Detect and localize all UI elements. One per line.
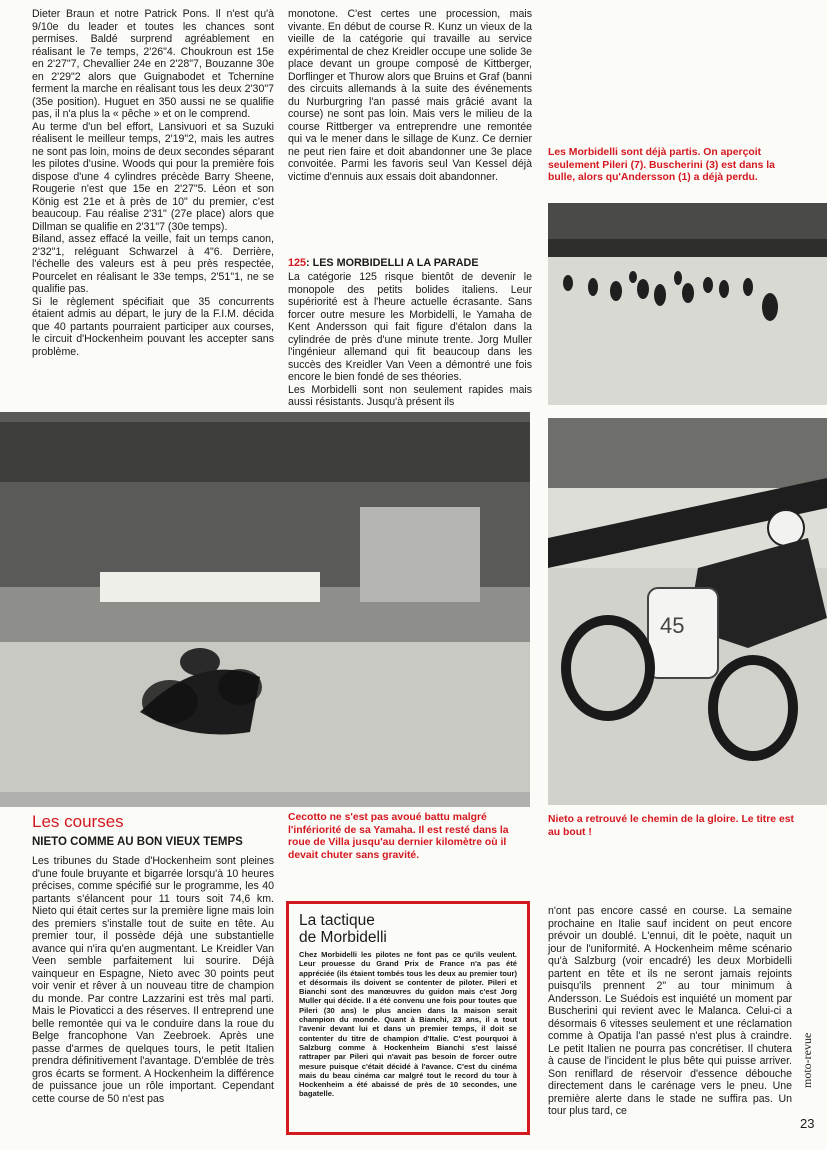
column-2-top bbox=[288, 8, 532, 183]
tactic-box bbox=[286, 901, 530, 1135]
article-text: monotone. C'est certes une procession, mais vivante. En début de course R. Kunz un vieux de la vieille de la catégorie qui travaille au service expérimental de chez Kreidler occupe une solide 3e place devant un groupe composé de Kittberger, Dorflinger et Thurow alors que Bruins et Graf (banni des circuits allemands à la suite des événements du Nurburgring l'an passé mais grâcié avant la course) ne sont pas loin. Mais vers le milieu de la course Rittberger va entreprendre une remontée qui va le mener dans le sillage de Kunz. Ce dernier ne peut rien faire et doit abandonner une 3e place convoitée. Parmi les favoris seul Van Kessel déjà victime d'ennuis aux essais doit abandonner. bbox=[288, 8, 532, 183]
box-title: La tactique de Morbidelli bbox=[299, 912, 387, 946]
subsection-title: NIETO COMME AU BON VIEUX TEMPS bbox=[32, 836, 243, 848]
photo-nieto bbox=[548, 418, 827, 805]
magazine-name bbox=[797, 1028, 817, 1088]
article-text: Dieter Braun et notre Patrick Pons. Il n'est qu'à 9/10e du leader et toutes les chances sont permises. Baldé surprend agréablement en réalisant le 7e temps, 2'26"4. Choukroun est 15e en 2'27"7, Chevallier 24e en 2'28"7, Bouzanne 30e en 2'29"2 alors que Guignabodet et Tchernine ferment la marche en réalisant tous les deux 2'30"7 (35e position). Huguet en 350 aussi ne se qualifie pas, il n'a plus la « pêche » et on le comprend. Au terme d'un bel effort, Lansivuori et sa Suzuki réalisent le meilleur temps, 2'19"2, mais les autres ne sont pas loin, moins de deux secondes séparant les pilotes d'usine. Woods qui pour la première fois dispose d'une 4 cylindres précède Barry Sheene, Rougerie n'est que 15e en 2'27"5. Léon et son König est 21e et à près de 10" du premier, c'est beaucoup. Fau réalise 2'31" (27e place) alors que Dillman se qualifie en 2'31"7 (30e temps). Biland, assez effacé la veille, fait un temps canon, 2'32"1, reléguant Schwarzel à 4"6. Derrière, l'échelle des valeurs est à peu près respectée, Pourcelet en réalisant le 33e temps, 2'51"1, ne se qualifie pas. Si le règlement spécifiait que 35 concurrents étaient admis au départ, le jury de la F.I.M. décida que 40 partants pourraient participer aux courses, le circuit d'Hockenheim pouvant les accepter sans problème. bbox=[32, 8, 274, 358]
column-1-top bbox=[32, 8, 274, 358]
section-title: Les courses bbox=[32, 812, 124, 831]
box-text: Chez Morbidelli les pilotes ne font pas ce qu'ils veulent. Leur prouesse du Grand Prix de France n'a pas été appréciée (ils étaient tombés tous les deux au premier tour) et désormais ils doivent se contenter de piloter. Pileri et Bianchi sont des manœuvres du guidon mais c'est Jorg Muller qui décide. Il a été convenu une fois pour toutes que Pileri (30 ans) le plus ancien dans la maison serait champion du monde. Quant à Bianchi, 23 ans, il a tout l'avenir devant lui et dans un premier temps, il doit se contenter du titre de champion d'Italie. C'est pourquoi à Salzburg comme à Hockenheim Bianchi s'est laissé rattraper par Pileri qui n'avait pas besoin de forcer outre mesure puisque c'était décidé à l'avance. C'est du cinéma mais du beau cinéma car malgré tout le record du tour à Hockenheim a été abaissé de près de 10 secondes, une bagatelle. bbox=[299, 950, 517, 1099]
column-3-bottom bbox=[548, 905, 792, 1118]
heading-125: 125: LES MORBIDELLI A LA PARADE bbox=[288, 257, 479, 269]
article-text: n'ont pas encore cassé en course. La semaine prochaine en Italie sauf incident on peut encore prévoir un doublé. L'ennui, dit le poète, naquit un jour de l'uniformité. A Hockenheim même scénario qu'à Salzburg (voir encadré) les deux Morbidelli partent en tête et ils ne seront jamais rejoints puisqu'ils prennent 2" au tour minimum à Andersson. Le Suédois est inquiété un moment par Buscherini qui revient avec le Malanca. Celui-ci a désormais 6 vitesses seulement et une réclamation comme à Opatija l'an passé n'est plus à craindre. Le petit Italien ne pourra pas concrétiser. Il chutera à cause de l'incident le plus bête qui puisse arriver. Son reniflard de réservoir d'essence débouche directement dans le carénage vers le pneu. Une première alerte dans le stade ne suffira pas. Un tour plus tard, ce bbox=[548, 905, 792, 1117]
article-text: Les tribunes du Stade d'Hockenheim sont pleines d'une foule bruyante et bigarrée lorsqu'à 10 heures précises, comme spécifié sur le programme, les 40 partants s'élancent pour 11 tours soit 74,6 km. Nieto qui était certes sur la première ligne mais loin des premiers s'installe tout de suite en tête. Au premier tour, il possède déjà une substantielle avance qui n'ira qu'en augmentant. Le Kreidler Van Veen semble parfaitement lui sourire. Déjà vainqueur en Espagne, Nieto avec 30 points peut voir venir et rêver à un nouveau titre de champion du monde. Par contre Lazzarini est très mal parti. Mais le Piovaticci a des réserves. Il entreprend une belle remontée qui va le conduire dans la roue du Belge francophone Van Zeebroek. Après une passe d'armes de quelques tours, le petit Italien prendra définitivement l'avantage. D'emblée de très gros écarts se forment. A Hockenheim la différence de puissance joue un rôle important. Cependant cette course de 50 n'est pas bbox=[32, 855, 274, 1105]
caption-top-right: Les Morbidelli sont déjà partis. On aperçoit seulement Pileri (7). Buscherini (3) est dans la bulle, alors qu'Andersson (1) a déjà perdu. bbox=[548, 147, 775, 183]
photo-cecotto bbox=[0, 412, 530, 807]
svg-text:moto-revue: moto-revue bbox=[800, 1032, 814, 1088]
column-1-bottom bbox=[32, 855, 274, 1105]
column-2-125 bbox=[288, 271, 532, 409]
race-number: 45 bbox=[660, 613, 685, 638]
caption-cecotto: Cecotto ne s'est pas avoué battu malgré l'infériorité de sa Yamaha. Il est resté dans la roue de Villa jusqu'au dernier kilomètre où il devait chuter sans gravité. bbox=[288, 812, 509, 861]
caption-nieto: Nieto a retrouvé le chemin de la gloire. Le titre est au bout ! bbox=[548, 814, 794, 838]
photo-race-start bbox=[548, 203, 827, 405]
article-text: La catégorie 125 risque bientôt de devenir le monopole des petits bolides italiens. Leur supériorité est à l'heure actuelle écrasante. Sans forcer outre mesure les Morbidelli, le Yamaha de Kent Andersson qui fait figure d'étalon dans la cylindrée de près d'une minute trente. Jorg Muller l'ingénieur allemand qui fit beaucoup dans les succès des Kreidler Van Veen a démontré une fois encore le bien fondé de ses théories. Les Morbidelli sont non seulement rapides mais aussi résistants. Jusqu'à présent ils bbox=[288, 271, 532, 408]
page-number: 23 bbox=[800, 1116, 815, 1131]
